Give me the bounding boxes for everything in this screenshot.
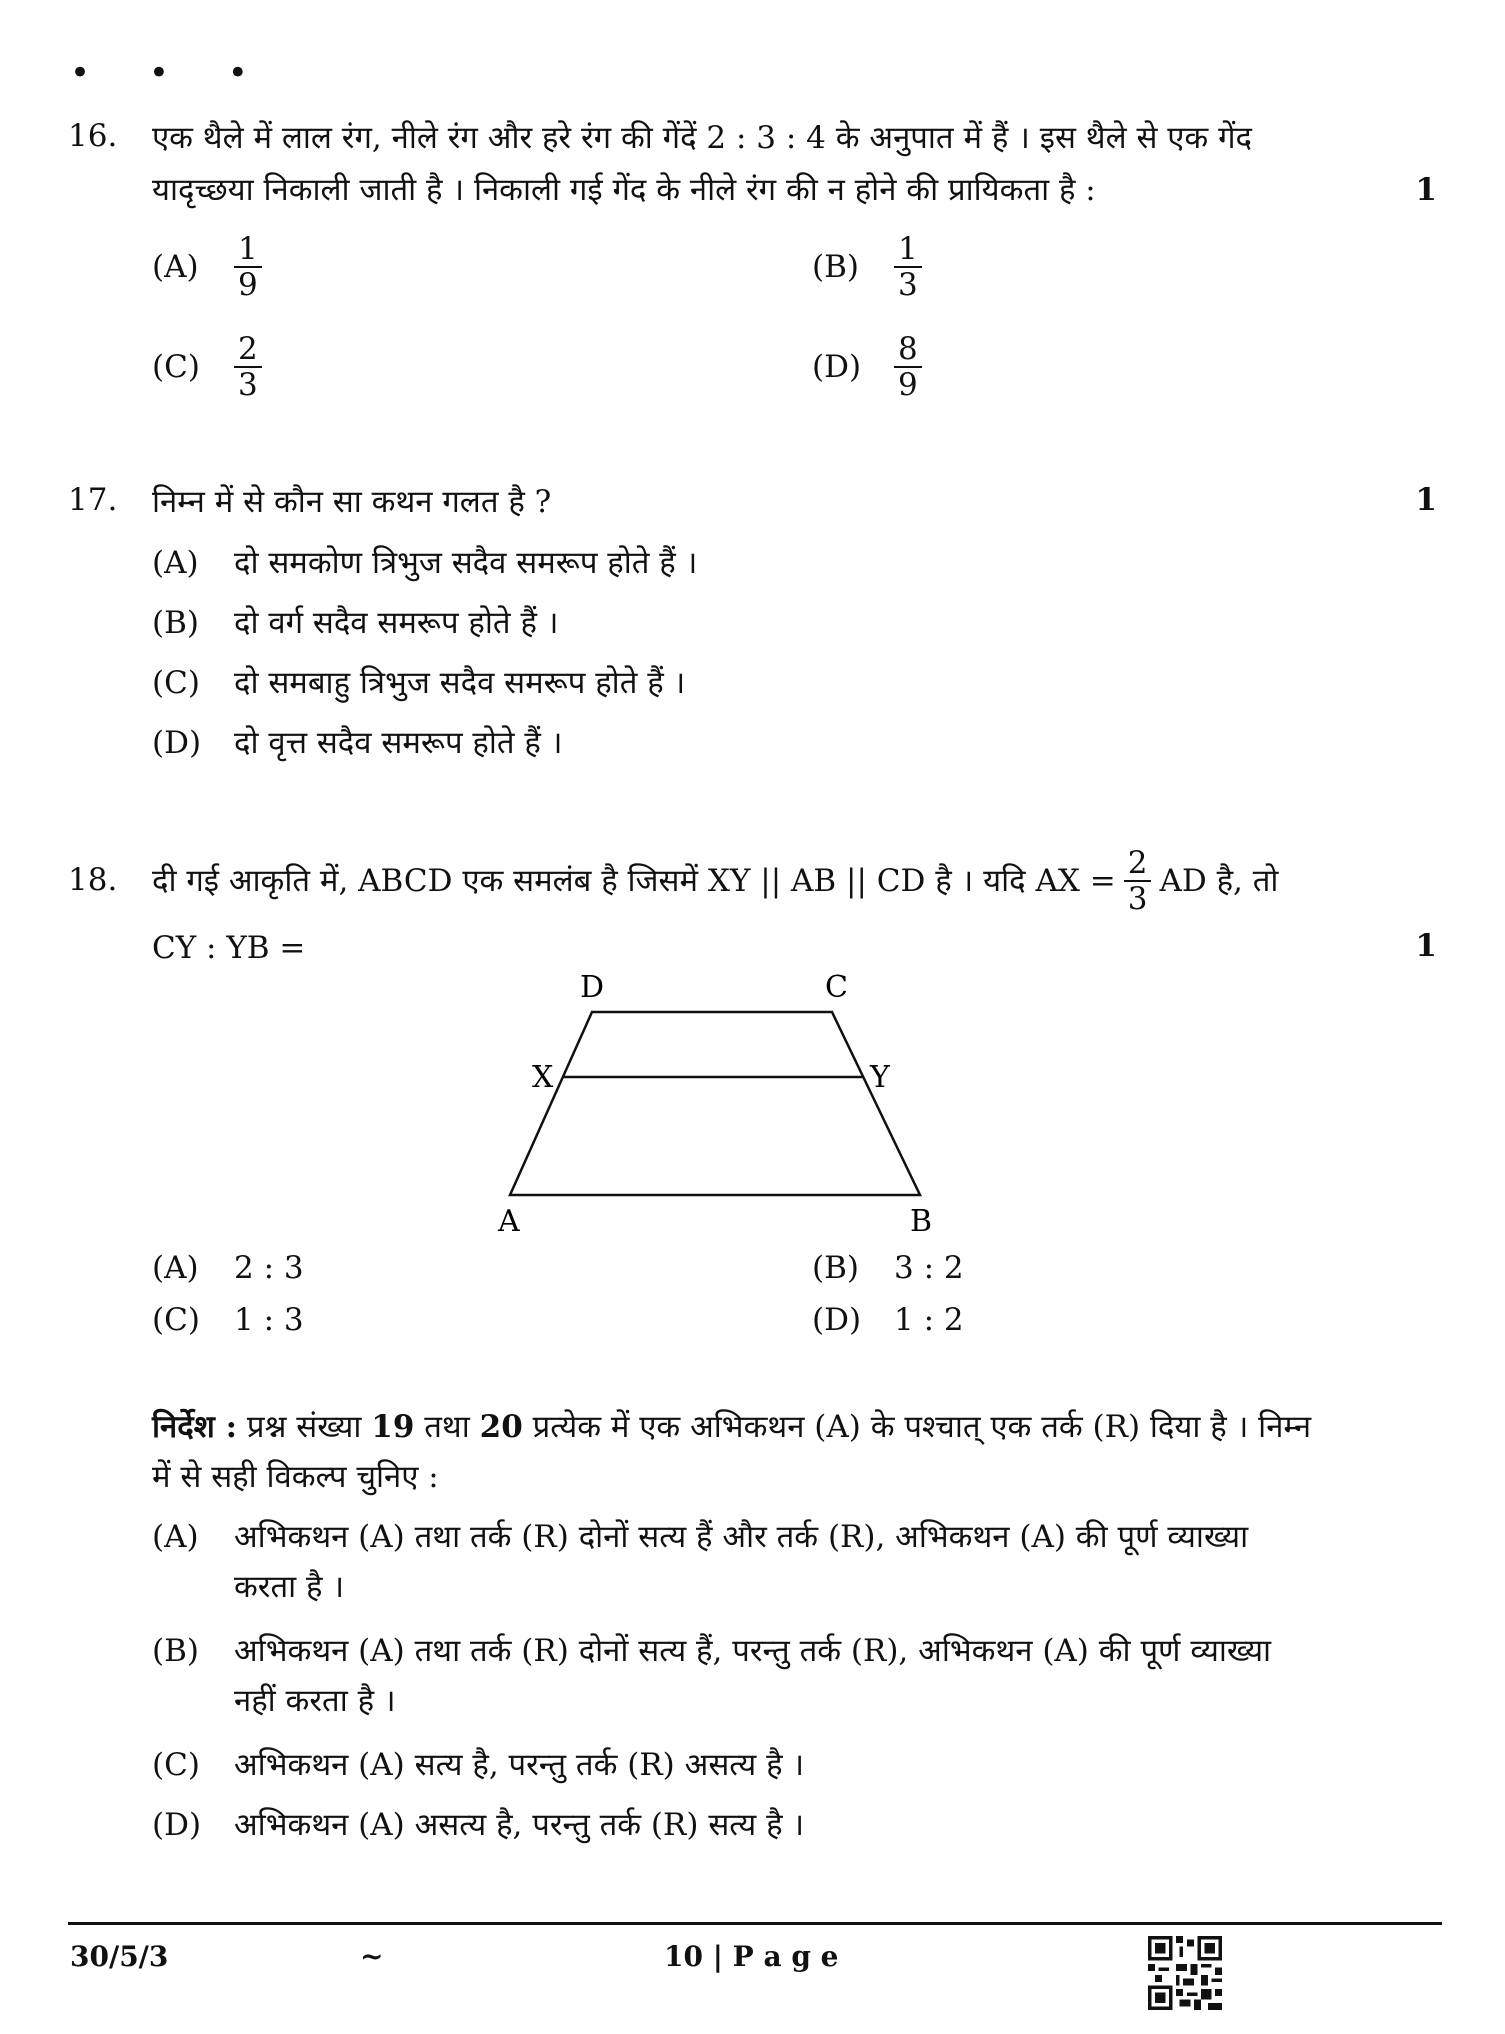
question-17-text: निम्न में से कौन सा कथन गलत है ?: [152, 484, 552, 520]
vertex-label-c: C: [825, 970, 848, 1005]
fraction: $\frac{1}{9}$: [234, 232, 262, 302]
option-text: 1 : 2: [894, 1302, 964, 1338]
directions-text: प्रत्येक में एक अभिकथन (A) के पश्चात् एक तर्क (R) दिया है । निम्न: [532, 1409, 1312, 1445]
qr-code-icon: [1148, 1936, 1222, 2010]
directions-heading: निर्देश :: [152, 1409, 238, 1445]
option-label: (C): [152, 1747, 200, 1783]
option-label: (B): [812, 1250, 859, 1286]
option-text-continued: नहीं करता है ।: [234, 1683, 396, 1719]
option-label: (C): [152, 665, 200, 701]
option-label: (A): [152, 1250, 199, 1286]
question-18-number: 18.: [68, 862, 118, 898]
directions-option-a[interactable]: [152, 1512, 1248, 1612]
option-text: अभिकथन (A) तथा तर्क (R) दोनों सत्य हैं और तर्क (R), अभिकथन (A) की पूर्ण व्याख्या: [234, 1519, 1249, 1555]
vertex-label-b: B: [910, 1204, 933, 1239]
trapezium-figure: [480, 965, 950, 1245]
question-18-option-b[interactable]: [812, 1250, 964, 1286]
directions-question-20: 20: [479, 1409, 523, 1445]
question-17-option-b[interactable]: [152, 598, 559, 648]
option-text: दो समबाहु त्रिभुज सदैव समरूप होते हैं ।: [234, 665, 686, 701]
directions-option-b[interactable]: [152, 1626, 1271, 1726]
directions-text: तथा: [424, 1409, 470, 1445]
option-label: (D): [152, 1807, 202, 1843]
question-18-line-2: CY : YB =: [152, 930, 306, 966]
question-17-option-c[interactable]: [152, 658, 685, 708]
question-18-line-1: [152, 846, 1278, 916]
vertex-label-d: D: [580, 970, 605, 1005]
trapezium-abcd: [510, 1012, 920, 1195]
footer-page-number: 10 | P a g e: [664, 1940, 839, 1973]
question-18-text-part-2: AD है, तो: [1159, 863, 1279, 900]
question-16-option-b[interactable]: [812, 232, 922, 302]
vertex-label-a: A: [498, 1204, 520, 1239]
option-text: अभिकथन (A) सत्य है, परन्तु तर्क (R) असत्य है ।: [234, 1747, 805, 1783]
directions-line-2: में से सही विकल्प चुनिए :: [152, 1459, 439, 1495]
option-text-continued: करता है ।: [234, 1569, 345, 1605]
option-label: (A): [152, 249, 199, 286]
option-label: (D): [812, 349, 862, 386]
question-16-text: [152, 112, 1372, 216]
directions-block: [152, 1402, 1372, 1502]
option-text: अभिकथन (A) असत्य है, परन्तु तर्क (R) सत्य है ।: [234, 1807, 805, 1843]
option-label: (D): [152, 725, 202, 761]
directions-option-d[interactable]: [152, 1800, 804, 1850]
option-text: अभिकथन (A) तथा तर्क (R) दोनों सत्य हैं, परन्तु तर्क (R), अभिकथन (A) की पूर्ण व्याख्या: [234, 1633, 1272, 1669]
question-17-number: 17.: [68, 482, 118, 518]
question-16-option-c[interactable]: [152, 332, 262, 402]
question-16-option-a[interactable]: [152, 232, 262, 302]
footer-tilde: ~: [360, 1940, 384, 1973]
option-text: दो समकोण त्रिभुज सदैव समरूप होते हैं ।: [234, 545, 698, 581]
question-17-option-d[interactable]: [152, 718, 562, 768]
option-label: (B): [152, 1633, 199, 1669]
option-label: (B): [812, 249, 859, 286]
fraction: $\frac{1}{3}$: [894, 232, 922, 302]
option-label: (A): [152, 545, 199, 581]
option-text: 1 : 3: [234, 1302, 304, 1338]
option-text: 2 : 3: [234, 1250, 304, 1286]
question-16-line-2: यादृच्छया निकाली जाती है । निकाली गई गेंद के नीले रंग की न होने की प्रायिकता है :: [152, 172, 1096, 208]
point-label-y: Y: [870, 1060, 890, 1095]
question-18-option-c[interactable]: [152, 1302, 304, 1338]
footer-divider: [68, 1922, 1442, 1925]
question-17-option-a[interactable]: [152, 538, 697, 588]
directions-line-1: [152, 1402, 1372, 1452]
option-label: (A): [152, 1519, 199, 1555]
footer-paper-code: 30/5/3: [70, 1940, 169, 1973]
question-18-option-d[interactable]: [812, 1302, 964, 1338]
fraction: $\frac{8}{9}$: [894, 332, 922, 402]
directions-option-c[interactable]: [152, 1740, 804, 1790]
question-16-marks: 1: [1415, 172, 1437, 208]
directions-question-19: 19: [371, 1409, 415, 1445]
page-top-marker: • • •: [70, 53, 272, 93]
question-18-marks: 1: [1415, 928, 1437, 964]
question-17-marks: 1: [1415, 482, 1437, 518]
option-text: 3 : 2: [894, 1250, 964, 1286]
question-18-text-part-1: दी गई आकृति में, ABCD एक समलंब है जिसमें XY || AB || CD है । यदि AX =: [152, 863, 1116, 900]
option-label: (C): [152, 1302, 200, 1338]
option-text: दो वृत्त सदैव समरूप होते हैं ।: [234, 725, 563, 761]
directions-text: प्रश्न संख्या: [246, 1409, 362, 1445]
fraction: $\frac{2}{3}$: [234, 332, 262, 402]
question-16-option-d[interactable]: [812, 332, 922, 402]
question-16-number: 16.: [68, 118, 118, 154]
question-16-line-1: एक थैले में लाल रंग, नीले रंग और हरे रंग की गेंदें 2 : 3 : 4 के अनुपात में हैं । इस थैले से एक गेंद: [152, 120, 1253, 156]
point-label-x: X: [532, 1060, 554, 1095]
option-label: (B): [152, 605, 199, 641]
question-18-option-a[interactable]: [152, 1250, 304, 1286]
option-label: (C): [152, 349, 200, 386]
option-text: दो वर्ग सदैव समरूप होते हैं ।: [234, 605, 559, 641]
fraction-two-thirds: $\frac{2}{3}$: [1124, 846, 1152, 916]
option-label: (D): [812, 1302, 862, 1338]
